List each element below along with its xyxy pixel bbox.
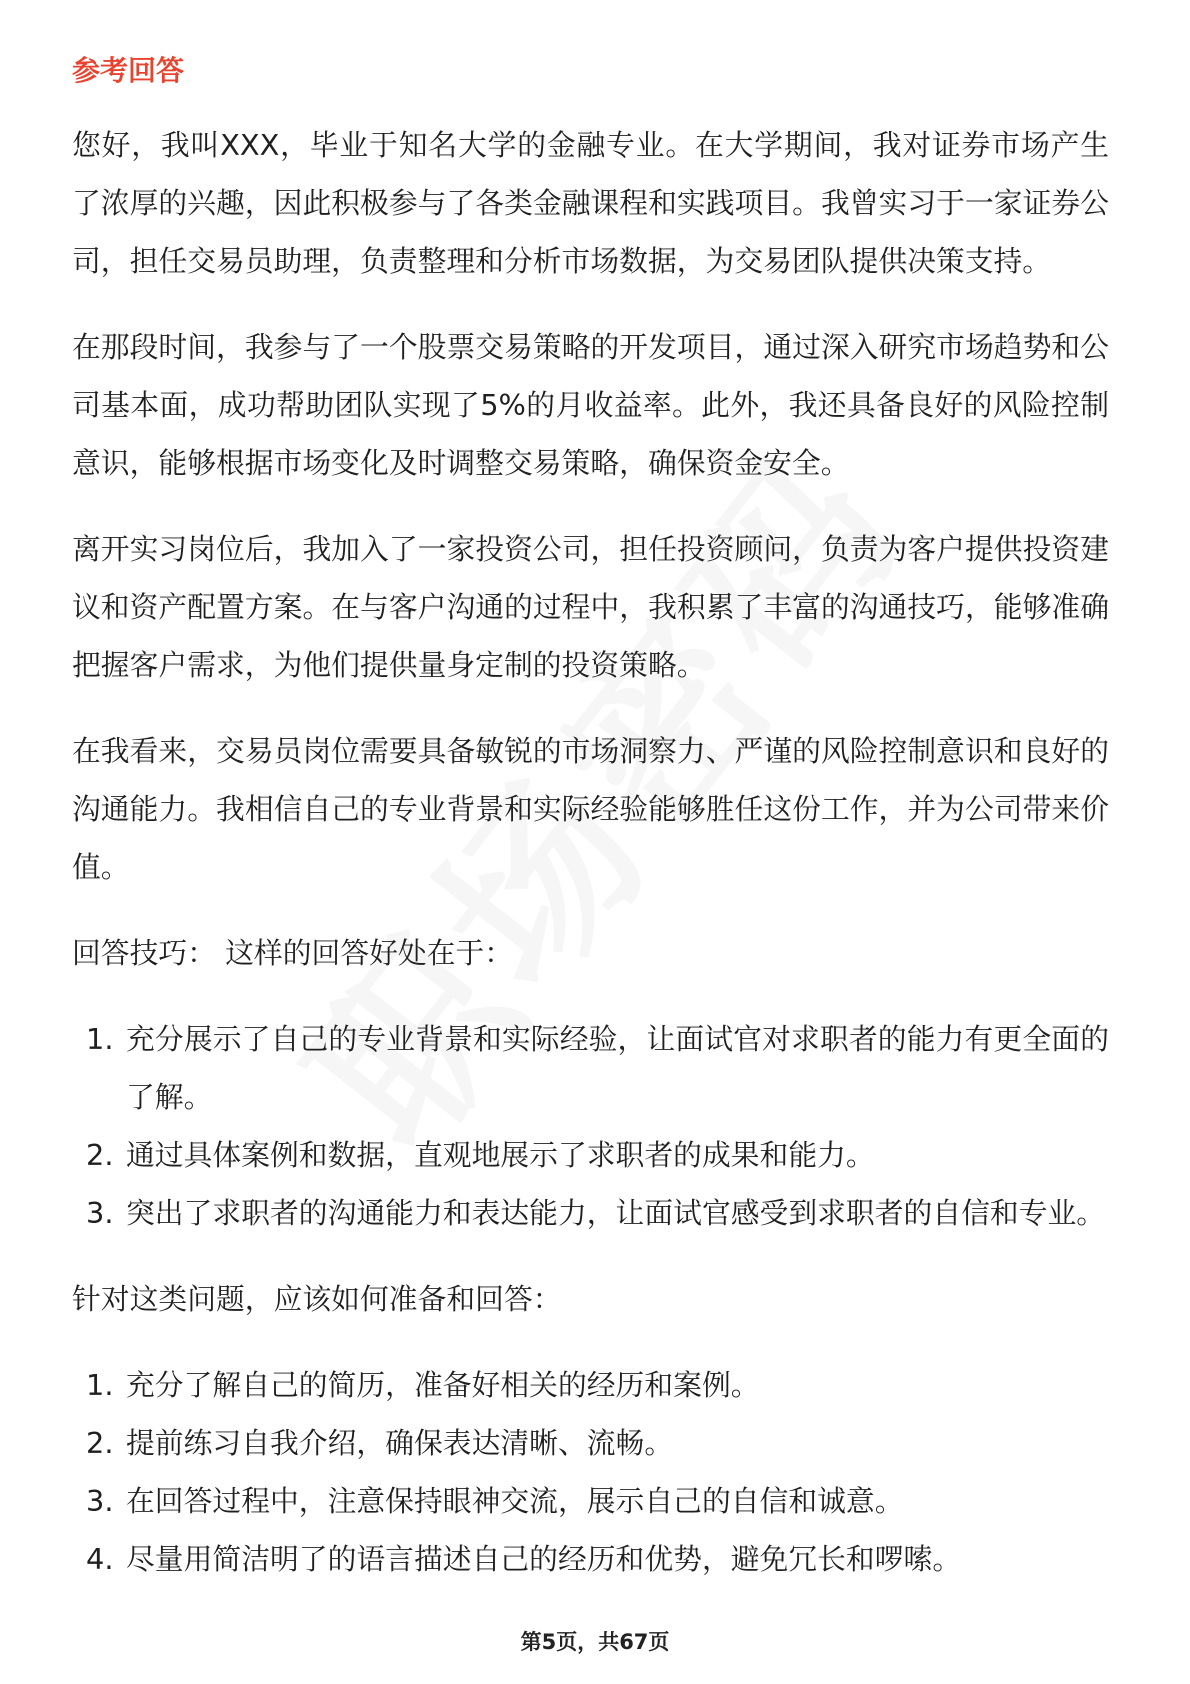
page-number-footer: 第5页，共67页 [520,1630,670,1654]
answer-paragraph-3: 离开实习岗位后，我加入了一家投资公司，担任投资顾问，负责为客户提供投资建议和资产配置方案。在与客户沟通的过程中，我积累了丰富的沟通技巧，能够准确把握客户需求，为他们提供量身定制的投资策略。 [72,532,1109,682]
list-item-text: 尽量用简洁明了的语言描述自己的经历和优势，避免冗长和啰嗦。 [126,1542,962,1576]
answer-paragraph-1: 您好，我叫XXX，毕业于知名大学的金融专业。在大学期间，我对证券市场产生了浓厚的兴趣，因此积极参与了各类金融课程和实践项目。我曾实习于一家证券公司，担任交易员助理，负责整理和分析市场数据，为交易团队提供决策支持。 [72,128,1109,278]
list-item-text: 突出了求职者的沟通能力和表达能力，让面试官感受到求职者的自信和专业。 [126,1196,1106,1230]
list-item [72,1356,1109,1414]
list-item [72,1472,1109,1530]
list-number: 1. [86,1022,114,1056]
list-number: 3. [86,1484,114,1518]
prep-list [72,1356,1109,1588]
tips-list [72,1010,1109,1242]
answer-paragraph-2: 在那段时间，我参与了一个股票交易策略的开发项目，通过深入研究市场趋势和公司基本面，成功帮助团队实现了5%的月收益率。此外，我还具备良好的风险控制意识，能够根据市场变化及时调整交易策略，确保资金安全。 [72,330,1109,480]
tips-intro: 回答技巧： 这样的回答好处在于： [72,936,514,970]
list-item-text: 充分展示了自己的专业背景和实际经验，让面试官对求职者的能力有更全面的了解。 [126,1022,1109,1114]
list-number: 4. [86,1542,114,1576]
list-item [72,1184,1109,1242]
list-item-text: 通过具体案例和数据，直观地展示了求职者的成果和能力。 [126,1138,875,1172]
list-item [72,1126,1109,1184]
list-item [72,1010,1109,1126]
list-number: 2. [86,1138,114,1172]
list-number: 1. [86,1368,114,1402]
prep-intro: 针对这类问题，应该如何准备和回答： [72,1282,562,1316]
list-number: 2. [86,1426,114,1460]
list-item-text: 在回答过程中，注意保持眼神交流，展示自己的自信和诚意。 [126,1484,904,1518]
list-item-text: 充分了解自己的简历，准备好相关的经历和案例。 [126,1368,760,1402]
answer-paragraph-4: 在我看来，交易员岗位需要具备敏锐的市场洞察力、严谨的风险控制意识和良好的沟通能力。我相信自己的专业背景和实际经验能够胜任这份工作，并为公司带来价值。 [72,734,1109,884]
document-body [72,42,1109,1616]
list-number: 3. [86,1196,114,1230]
list-item [72,1530,1109,1588]
list-item [72,1414,1109,1472]
list-item-text: 提前练习自我介绍，确保表达清晰、流畅。 [126,1426,674,1460]
section-heading: 参考回答 [72,54,185,87]
